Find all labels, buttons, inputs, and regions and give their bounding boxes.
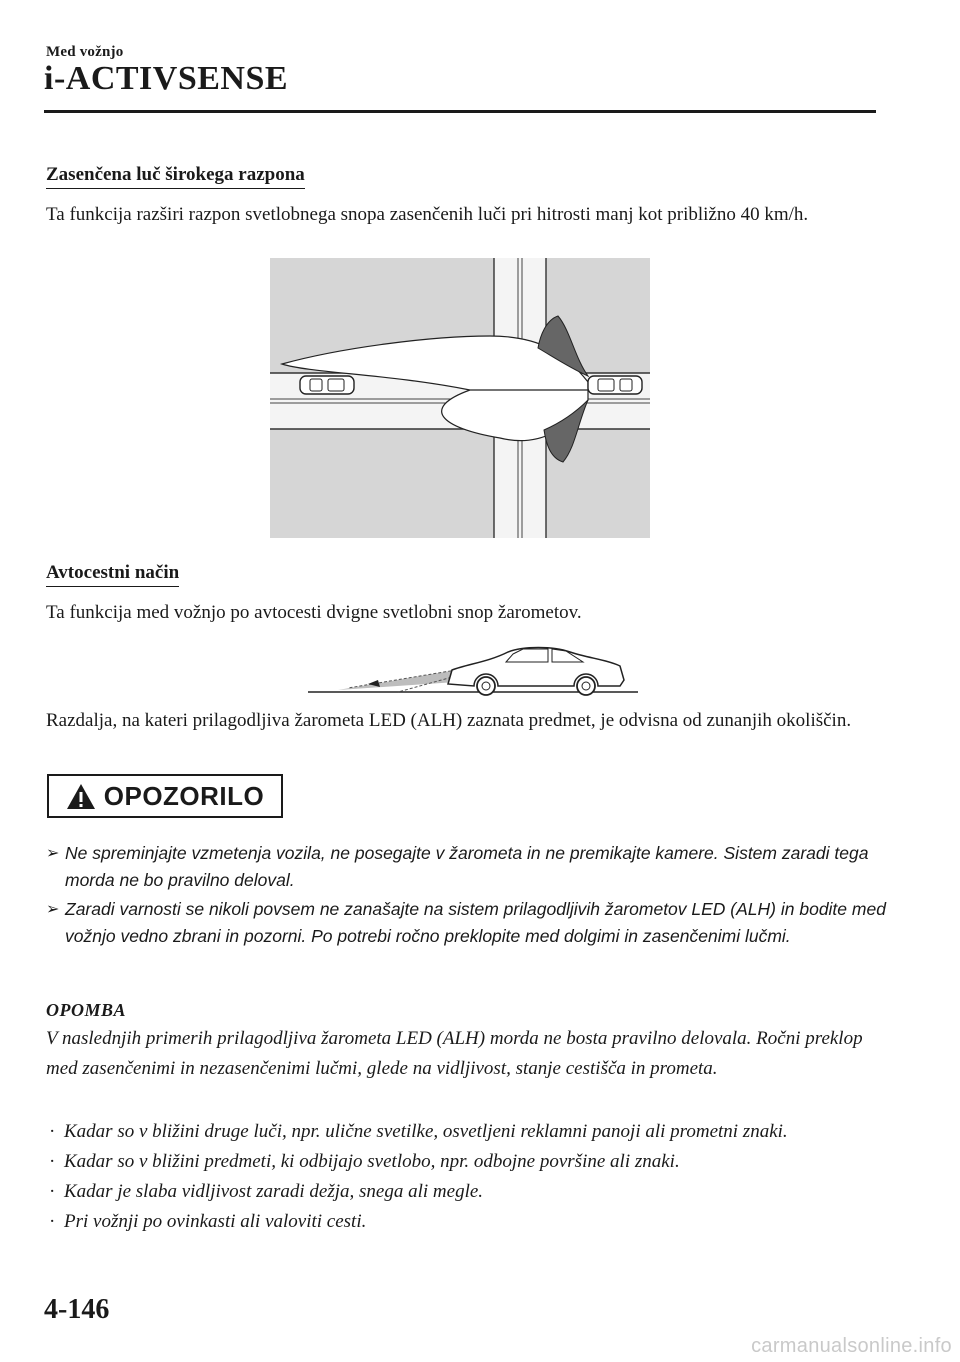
warning-label: OPOZORILO (103, 780, 265, 811)
warning-box (47, 774, 283, 818)
highway-car-illustration (308, 640, 638, 698)
page-title: i-ACTIVSENSE (44, 60, 289, 97)
note-heading: OPOMBA (46, 1000, 127, 1020)
wide-beam-heading: Zasenčena luč širokega razpona (46, 164, 305, 189)
header-rule (44, 110, 876, 113)
warning-item: ➢ Ne spreminjajte vzmetenja vozila, ne posegajte v žarometa in ne premikajte kamere. Sistem zaradi tega morda ne bo pravilno deloval. (46, 840, 886, 894)
warning-triangle-icon (66, 783, 96, 810)
arrow-bullet-icon: ➢ (46, 901, 60, 918)
warning-item: ➢ Zaradi varnosti se nikoli povsem ne zanašajte na sistem prilagodljivih žarometov LED (ALH) in bodite med vožnjo vedno zbrani in pozorni. Po potrebi ročno preklopite med dolgimi in zasenčenimi lučmi. (46, 896, 886, 950)
note-item: · Kadar so v bližini predmeti, ki odbijajo svetlobo, npr. odbojne površine ali znaki. (49, 1151, 680, 1172)
arrow-bullet-icon: ➢ (46, 845, 60, 862)
page-number: 4-146 (44, 1294, 110, 1325)
intersection-beam-illustration (270, 258, 650, 538)
note-item: · Kadar so v bližini druge luči, npr. ulične svetilke, osvetljeni reklamni panoji ali prometni znaki. (49, 1121, 788, 1142)
note-text: V naslednjih primerih prilagodljiva žarometa LED (ALH) morda ne bosta pravilno delovala. Ročni preklop med zasenčenimi in nezasenčenimi lučmi, glede na vidljivost, stanje cestišča in prometa. (46, 1028, 863, 1079)
note-item: · Kadar je slaba vidljivost zaradi dežja, snega ali megle. (49, 1181, 484, 1202)
section-label: Med vožnjo (46, 44, 124, 60)
note-item: · Pri vožnji po ovinkasti ali valoviti cesti. (49, 1211, 367, 1232)
watermark: carmanualsonline.info (751, 1335, 952, 1357)
wide-beam-text: Ta funkcija razširi razpon svetlobnega snopa zasenčenih luči pri hitrosti manj kot približno 40 km/h. (46, 204, 809, 225)
highway-text: Ta funkcija med vožnjo po avtocesti dvigne svetlobni snop žarometov. (46, 602, 582, 623)
warning-list (46, 840, 886, 952)
note-list (46, 1117, 876, 1237)
distance-text: Razdalja, na kateri prilagodljiva žarometa LED (ALH) zaznata predmet, je odvisna od zunanjih okoliščin. (46, 710, 852, 731)
highway-heading: Avtocestni način (46, 562, 179, 587)
